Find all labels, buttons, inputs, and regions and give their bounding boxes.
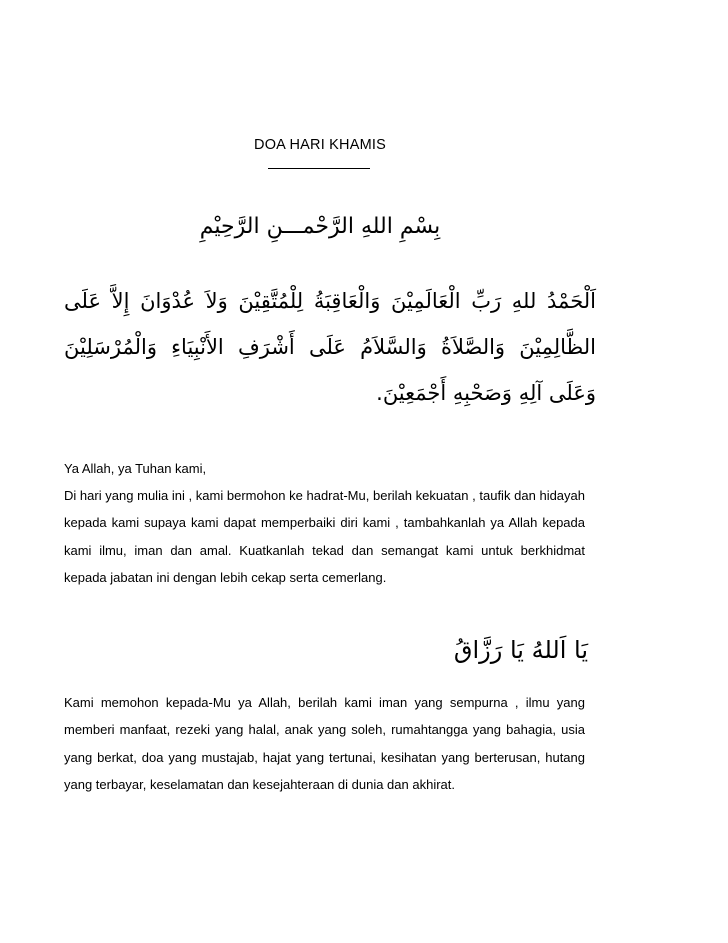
title-underline — [268, 168, 370, 169]
document-title: DOA HARI KHAMIS — [254, 137, 386, 153]
opening-prayer-arabic: اَلْحَمْدُ للهِ رَبِّ الْعَالَمِيْنَ وَالْعَاقِبَةُ لِلْمُتَّقِيْنَ وَلاَ عُدْوَانَ إِلاَّ عَلَى الظَّالِمِيْنَ وَالصَّلاَةُ وَالسَّلاَمُ عَلَى أَشْرَفِ الأَنْبِيَاءِ وَالْمُرْسَلِيْنَ وَعَلَى آلِهِ وَصَحْبِهِ أَجْمَعِيْنَ. — [64, 289, 596, 405]
basmalah-text: بِسْمِ اللهِ الرَّحْمـــنِ الرَّحِيْمِ — [199, 214, 441, 239]
invocation-arabic: يَا اَللهُ يَا رَزَّاقُ — [453, 636, 588, 664]
greeting-text: Ya Allah, ya Tuhan kami, — [64, 461, 207, 476]
paragraph-1: Di hari yang mulia ini , kami bermohon ke hadrat-Mu, berilah kekuatan , taufik dan hidayah kepada kami supaya kami dapat memperbaiki diri kami , tambahkanlah ya Allah kepada kami ilmu, iman dan amal. Kuatkanlah tekad dan semangat kami untuk berkhidmat kepada jabatan ini dengan lebih cekap serta cemerlang. — [64, 488, 585, 585]
paragraph-2: Kami memohon kepada-Mu ya Allah, berilah kami iman yang sempurna , ilmu yang memberi manfaat, rezeki yang halal, anak yang soleh, rumahtangga yang bahagia, usia yang berkat, doa yang mustajab, hajat yang tertunai, kesihatan yang berterusan, hutang yang terbayar, keselamatan dan kesejahteraan di dunia dan akhirat. — [64, 695, 585, 792]
